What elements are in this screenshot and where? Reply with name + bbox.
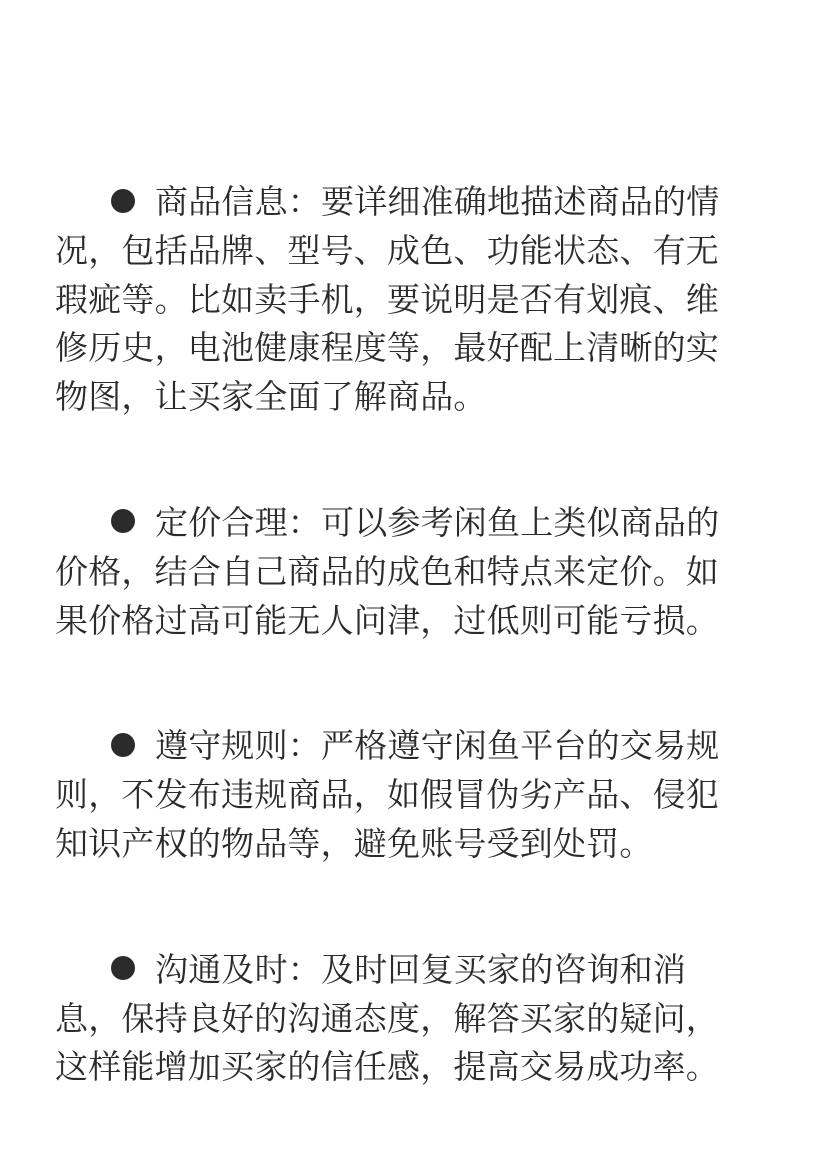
paragraph-line: 息，保持良好的沟通态度，解答买家的疑问， xyxy=(55,998,719,1038)
paragraph-line: 则，不发布违规商品，如假冒伪劣产品、侵犯 xyxy=(55,775,719,815)
line-text: 遵守规则：严格遵守闲鱼平台的交易规 xyxy=(155,726,720,766)
line-text: 商品信息：要详细准确地描述商品的情 xyxy=(155,182,720,221)
section-pricing xyxy=(55,499,755,645)
line-text: 定价合理：可以参考闲鱼上类似商品的 xyxy=(155,502,720,542)
paragraph-line: 修历史，电池健康程度等，最好配上清晰的实 xyxy=(55,328,719,368)
section-rules xyxy=(55,722,755,868)
bullet-icon xyxy=(111,733,135,757)
section-communication xyxy=(55,946,755,1092)
bullet-icon xyxy=(111,956,135,980)
paragraph-line: 价格，结合自己商品的成色和特点来定价。如 xyxy=(55,551,719,591)
paragraph-line: 果价格过高可能无人问津，过低则可能亏损。 xyxy=(55,600,719,640)
paragraph-line: 况，包括品牌、型号、成色、功能状态、有无 xyxy=(55,230,719,270)
paragraph-line xyxy=(55,178,755,227)
paragraph-line: 物图，让买家全面了解商品。 xyxy=(55,377,487,417)
paragraph-line: 这样能增加买家的信任感，提高交易成功率。 xyxy=(55,1047,719,1087)
paragraph-line: 瑕疵等。比如卖手机，要说明是否有划痕、维 xyxy=(55,279,719,319)
paragraph-line xyxy=(55,499,755,548)
paragraph-line: 知识产权的物品等，避免账号受到处罚。 xyxy=(55,823,653,863)
line-text: 沟通及时：及时回复买家的咨询和消 xyxy=(155,949,687,989)
document-body xyxy=(55,178,755,1169)
paragraph-line xyxy=(55,946,755,995)
bullet-icon xyxy=(111,509,135,533)
bullet-icon xyxy=(111,189,135,213)
section-product-info xyxy=(55,178,755,422)
paragraph-line xyxy=(55,722,755,771)
